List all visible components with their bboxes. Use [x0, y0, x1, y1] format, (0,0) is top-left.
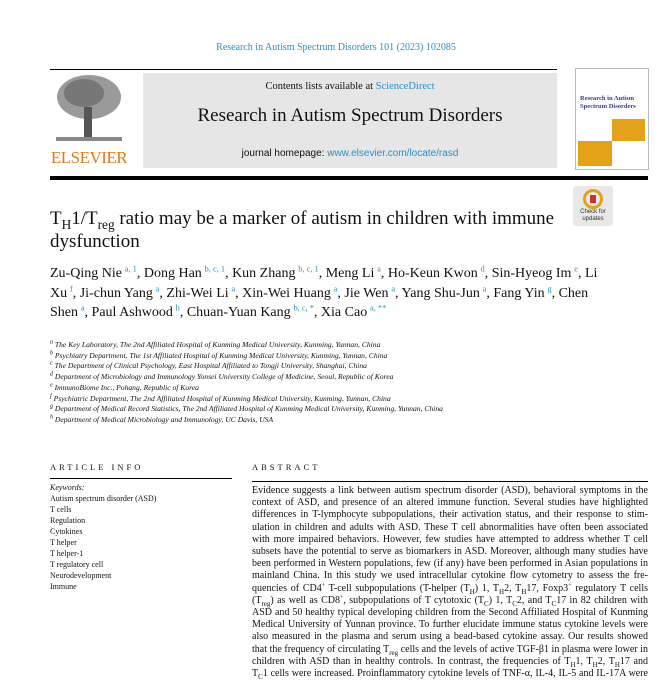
affiliation-key: e	[50, 382, 53, 389]
author-name[interactable]: Chen Shen	[50, 285, 589, 320]
keywords-label: Keywords:	[50, 483, 85, 492]
author[interactable]	[326, 266, 381, 281]
author-affiliation-marker[interactable]: a	[231, 283, 236, 293]
sciencedirect-link[interactable]: ScienceDirect	[375, 81, 435, 92]
text-segment: ) 1, T	[474, 582, 500, 594]
author-name[interactable]: Chuan-Yuan Kang	[186, 305, 291, 320]
elsevier-logo	[50, 73, 128, 168]
affiliation-text: ImmunoBiome Inc., Pohang, Republic of Korea	[54, 382, 199, 392]
text-segment: subsets have the potential to serve as biomarkers in ASD. Moreover, although many studies have	[252, 546, 648, 558]
abstract-line	[252, 534, 648, 546]
homepage-line	[143, 148, 557, 159]
affiliation-key: f	[50, 392, 52, 399]
text-segment: regulatory T cells	[571, 582, 648, 594]
abstract-line	[252, 583, 648, 595]
subscript: C	[512, 599, 517, 608]
affiliation-key: g	[50, 403, 53, 410]
text-segment: ) as well as CD8	[270, 594, 340, 606]
author[interactable]	[232, 266, 319, 281]
keyword: T helper	[50, 538, 77, 547]
author-affiliation-marker[interactable]: a	[377, 264, 381, 274]
text-segment: ulation in children and adults with ASD. These T cell abnormalities have often been associated	[252, 521, 648, 533]
subscript: H	[570, 660, 576, 669]
author-affiliation-marker[interactable]: e	[574, 264, 578, 274]
author-name[interactable]: Yang Shu-Jun	[401, 285, 480, 301]
affiliation	[50, 361, 570, 372]
abstract-line	[252, 619, 648, 631]
subscript: C	[258, 673, 263, 682]
text-segment: 2, T	[597, 655, 615, 667]
abstract-line	[252, 668, 648, 680]
text-segment: T-cell subpopulations (T-helper (T	[325, 582, 470, 594]
text-segment: that the frequency of circulating T	[252, 643, 390, 655]
badge-label: Check for updates	[580, 209, 606, 222]
author[interactable]	[321, 305, 386, 320]
abstract-line	[252, 522, 648, 534]
author-name[interactable]: Sin-Hyeog Im	[491, 266, 572, 281]
abstract-line	[252, 497, 648, 509]
affiliation-text: Psychiatric Department, The 2nd Affiliated Hospital of Kunming Medical University, Kunming, Yunnan, China	[53, 393, 391, 403]
author-list: Zu-Qing Nie $^{a, 1}$, Dong Han $^{b, c, 1}$, Kun Zhang $^{b, c, 1}$, Meng Li $^a$, Ho-Keun Kwon $^d$, Sin-Hyeog Im $^e$, Li Xu $^f$, Ji-chun Yang $^a$, Zhi-Wei Li $^a$, Xin-Wei Huang $^a$, Jie Wen $^a$, Yang Shu-Jun $^a$, Fang Yin $^g$, Chen Shen $^a$, Paul Ashwood $^h$, Chuan-Yuan Kang $^{b, c, *}$, Xia Cao $^{a, **}$	[50, 264, 598, 320]
contents-line	[143, 81, 557, 92]
keyword: T regulatory cell	[50, 560, 104, 569]
cover-title: Research in Autism Spectrum Disorders	[580, 95, 636, 110]
author-affiliation-marker[interactable]: d	[480, 264, 485, 274]
article-info-rule	[50, 478, 232, 479]
elsevier-wordmark: ELSEVIER	[50, 148, 128, 167]
author[interactable]	[344, 283, 396, 301]
affiliation	[50, 394, 570, 405]
affiliation-text: Department of Medical Microbiology and Immunology, UC Davis, USA	[54, 414, 274, 424]
author-name[interactable]: Ji-chun Yang	[79, 285, 153, 301]
cover-block	[612, 119, 645, 141]
affiliation	[50, 372, 570, 383]
text-segment: Evidence suggests a link between autism spectrum disorder (ASD), behavioral symptoms in the	[252, 485, 648, 496]
journal-cover[interactable]	[575, 68, 649, 170]
cover-block	[578, 141, 612, 166]
text-segment: 2, and T	[516, 594, 552, 606]
text-segment: ratio may be a marker of autism in children with immune dysfunction	[50, 208, 555, 252]
author-affiliation-marker[interactable]: a	[482, 283, 487, 293]
author-affiliation-marker[interactable]: a	[80, 303, 85, 313]
text-segment: 17 and	[619, 655, 649, 667]
abstract-line	[252, 631, 648, 643]
superscript: +	[568, 582, 572, 589]
author[interactable]	[493, 283, 552, 301]
text-segment: context of ASD, and presence of an altered immune function. Several studies have highlighted	[252, 497, 648, 509]
author-name[interactable]: Xin-Wei Huang	[242, 285, 331, 301]
author[interactable]	[388, 266, 485, 281]
affiliation	[50, 383, 570, 394]
abstract-rule	[252, 481, 648, 482]
keyword: T helper-1	[50, 549, 84, 558]
author-name[interactable]: Meng Li	[325, 266, 375, 281]
text-segment: ) 1, T	[488, 594, 513, 606]
check-for-updates-button[interactable]	[573, 186, 613, 226]
abstract-line	[252, 656, 648, 668]
subscript: reg	[261, 599, 271, 608]
author-name[interactable]: Dong Han	[143, 266, 202, 281]
contents-label: Contents lists available at	[265, 81, 376, 92]
author-affiliation-marker[interactable]: a	[155, 283, 160, 293]
header-rule	[50, 69, 557, 70]
affiliation	[50, 415, 570, 426]
abstract-line	[252, 607, 648, 619]
abstract-line	[252, 546, 648, 558]
subscript: C	[551, 599, 557, 608]
affiliation-key: h	[50, 414, 53, 421]
superscript: +	[340, 594, 344, 601]
author-name[interactable]: Zu-Qing Nie	[50, 266, 122, 281]
author[interactable]	[492, 266, 578, 281]
abstract-line	[252, 485, 648, 497]
author-affiliation-marker[interactable]: a	[333, 283, 338, 293]
text-segment: 17 in 82 children with	[556, 594, 648, 606]
text-segment: Medical University of Yunnan province. To further elucidate immune status cytokine levels were	[252, 619, 648, 631]
keyword: Cytokines	[50, 527, 83, 536]
author[interactable]	[401, 283, 487, 301]
header-thick-rule	[50, 176, 648, 180]
article-info-heading: ARTICLE INFO	[50, 462, 144, 472]
abstract-line	[252, 570, 648, 582]
text-segment: also measured in the plasma and serum using a bead-based cytokine assay. Our results showed	[252, 631, 648, 643]
author[interactable]	[144, 266, 225, 281]
article-title	[50, 207, 570, 253]
author-affiliation-marker[interactable]: a	[391, 283, 396, 293]
text-segment: 2, T	[504, 582, 522, 594]
text-segment: ASD and 50 healthy typical developing children from the Second Affiliated Hospital of Kunming	[252, 607, 648, 619]
affiliation-key: b	[50, 350, 53, 357]
author[interactable]	[166, 283, 236, 301]
affiliation-key: a	[50, 339, 53, 346]
text-segment: 17, Foxp3	[526, 582, 569, 594]
author[interactable]	[92, 305, 180, 320]
author-affiliation-marker[interactable]: b, c, 1	[204, 264, 226, 274]
author[interactable]	[242, 283, 338, 301]
author-affiliation-marker[interactable]: g	[547, 283, 552, 293]
text-segment: 1 cells were increased. Proinflammatory cytokine levels of TNF-α, IL-4, IL-5 and IL-17A were	[262, 668, 648, 680]
abstract-line	[252, 558, 648, 570]
affiliation-text: Department of Microbiology and Immunology Yonsei University College of Medicine, Seoul, Republic of Korea	[54, 372, 394, 382]
subscript: reg	[97, 216, 115, 232]
author-name[interactable]: Kun Zhang	[232, 266, 296, 281]
author-name[interactable]: Paul Ashwood	[91, 305, 173, 320]
affiliation	[50, 351, 570, 362]
author-affiliation-marker[interactable]: b, c, 1	[298, 264, 319, 274]
subscript: H	[469, 587, 475, 596]
homepage-label: journal homepage:	[241, 148, 328, 159]
text-segment: (T	[252, 594, 262, 606]
keyword: Autism spectrum disorder (ASD)	[50, 494, 157, 503]
author-name[interactable]: Jie Wen	[344, 285, 389, 301]
affiliation-key: d	[50, 371, 53, 378]
text-segment: quencies of CD4	[252, 582, 322, 594]
author-affiliation-marker[interactable]: f	[69, 283, 73, 293]
affiliation-text: The Key Laboratory, The 2nd Affiliated Hospital of Kunming Medical University, Kunming, Yunnan, China	[54, 340, 381, 349]
affiliation-text: Department of Medical Record Statistics, The 2nd Affiliated Hospital of Kunming Medical University, Kunming, Yunnan, China	[54, 404, 443, 414]
author-name[interactable]: Zhi-Wei Li	[166, 285, 229, 301]
author-affiliation-marker[interactable]: b, c, *	[293, 303, 314, 313]
text-segment: 1/T	[71, 208, 98, 229]
homepage-link[interactable]: www.elsevier.com/locate/rasd	[327, 148, 459, 159]
author[interactable]	[187, 305, 314, 320]
affiliation-key: c	[50, 360, 53, 367]
subscript: H	[521, 587, 527, 596]
affiliation	[50, 404, 570, 415]
text-segment: with more impaired behaviors. However, few studies have attempted to address whether T cell	[252, 533, 648, 545]
author-name[interactable]: Fang Yin	[493, 285, 545, 301]
text-segment: , subpopulations of T cytotoxic (T	[343, 594, 485, 606]
author-name[interactable]: Ho-Keun Kwon	[387, 266, 478, 281]
keyword: T cells	[50, 505, 72, 514]
text-segment: been performed in Western populations, few (if any) have been performed in Asian populations in	[252, 558, 648, 570]
subscript: H	[614, 660, 620, 669]
elsevier-tree-icon	[54, 73, 124, 145]
affiliation-text: Psychiatry Department, The 1st Affiliated Hospital of Kunming Medical University, Kunming, Yunnan, China	[54, 350, 388, 360]
subscript: H	[592, 660, 598, 669]
text-segment: cells and the levels of active TGF-β1 in plasma were lower in	[398, 643, 648, 655]
author-name[interactable]: Li Xu	[50, 266, 598, 301]
text-segment: differences in T-lymphocyte subpopulations, their activation status, and their response to stim-	[252, 509, 648, 521]
affiliation	[50, 340, 570, 351]
author-affiliation-marker[interactable]: a, 1	[124, 264, 137, 274]
affiliation-text: The Department of Clinical Psychology, East Hospital Affiliated to Tongji University, Shanghai, China	[54, 361, 367, 371]
author[interactable]	[50, 266, 137, 281]
bookmark-icon	[583, 189, 603, 209]
superscript: +	[321, 582, 326, 589]
author-affiliation-marker[interactable]: a, **	[370, 303, 387, 313]
keywords-section	[50, 482, 156, 592]
text-segment: 1, T	[575, 655, 593, 667]
journal-reference-link[interactable]: Research in Autism Spectrum Disorders 101 (2023) 102085	[216, 42, 456, 53]
text-segment: T	[50, 208, 62, 229]
subscript: C	[484, 599, 489, 608]
abstract-text	[252, 485, 648, 680]
keyword: Immune	[50, 582, 77, 591]
text-segment: mainland China. In this study we used intracellular cytokine flow cytometry to assess the fre-	[252, 570, 648, 582]
keywords-list	[50, 493, 156, 592]
subscript: H	[61, 216, 72, 232]
text-segment: children with ASD than in healthy controls. In contrast, the frequencies of T	[252, 655, 571, 667]
abstract-line	[252, 644, 648, 656]
abstract-heading: ABSTRACT	[252, 462, 321, 472]
keyword: Neurodevelopment	[50, 571, 112, 580]
text-segment: T	[252, 668, 259, 680]
author[interactable]	[79, 283, 160, 301]
abstract-line	[252, 509, 648, 521]
author-name[interactable]: Xia Cao	[320, 305, 368, 320]
affiliation-list	[50, 340, 570, 426]
journal-banner	[143, 73, 557, 168]
subscript: H	[499, 587, 505, 596]
abstract-line	[252, 595, 648, 607]
keyword: Regulation	[50, 516, 86, 525]
subscript: reg	[389, 648, 399, 657]
author-affiliation-marker[interactable]: h	[175, 303, 180, 313]
journal-title: Research in Autism Spectrum Disorders	[197, 105, 503, 126]
